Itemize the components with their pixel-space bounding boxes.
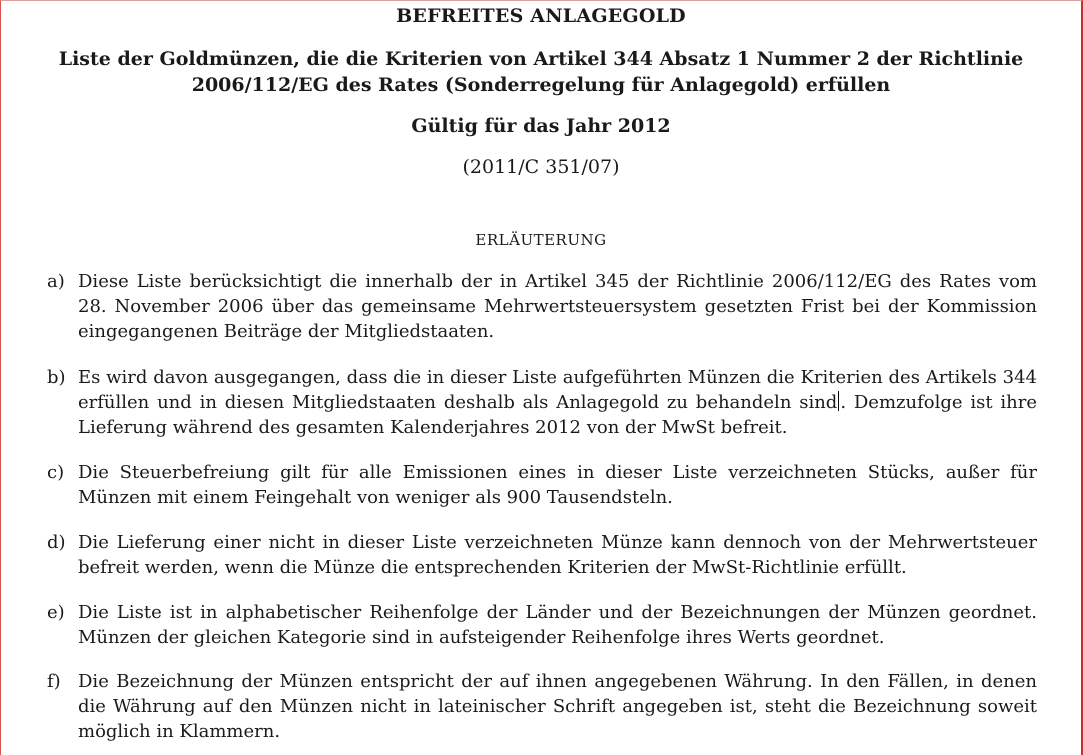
- list-item-letter: a): [47, 271, 65, 292]
- text-after-cursor: . Demzufolge ist ihre Lieferung während des gesamten Kalenderjahres 2012 von der MwSt befreit.: [78, 392, 1037, 438]
- list-item-text[interactable]: [78, 365, 1037, 440]
- list-item-f: [47, 669, 1037, 744]
- list-item-e: [47, 600, 1037, 650]
- document-title: BEFREITES ANLAGEGOLD: [396, 5, 686, 27]
- list-item-text: Die Steuerbefreiung gilt für alle Emissionen eines in dieser Liste verzeichneten Stücks, außer für Münzen mit einem Feingehalt von weniger als 900 Tausendsteln.: [78, 462, 1037, 508]
- document-subtitle: Liste der Goldmünzen, die die Kriterien von Artikel 344 Absatz 1 Nummer 2 der Richtlinie 2006/112/EG des Rates (Sonderregelung für Anlagegold) erfüllen: [58, 48, 1024, 96]
- list-item-text: Die Bezeichnung der Münzen entspricht der auf ihnen angegebenen Währung. In den Fällen, in denen die Währung auf den Münzen nicht in lateinischer Schrift angegeben ist, steht die Bezeichnung soweit möglich in Klammern.: [78, 671, 1037, 742]
- list-item-a: [47, 269, 1037, 344]
- list-item-c: [47, 460, 1037, 510]
- section-heading: ERLÄUTERUNG: [475, 231, 607, 249]
- list-item-letter: c): [47, 462, 65, 483]
- list-item-letter: b): [47, 367, 66, 388]
- list-item-letter: d): [47, 532, 66, 553]
- list-item-d: [47, 530, 1037, 580]
- list-item-text: Diese Liste berücksichtigt die innerhalb der in Artikel 345 der Richtlinie 2006/112/EG des Rates vom 28. November 2006 über das gemeinsame Mehrwertsteuersystem gesetzten Frist bei der Kommission eingegangenen Beiträge der Mitgliedstaaten.: [78, 271, 1037, 342]
- reference-number: (2011/C 351/07): [462, 156, 620, 178]
- list-item-text: Die Lieferung einer nicht in dieser Liste verzeichneten Münze kann dennoch von der Mehrwertsteuer befreit werden, wenn die Münze die entsprechenden Kriterien der MwSt-Richtlinie erfüllt.: [78, 532, 1037, 578]
- list-item-text: Die Liste ist in alphabetischer Reihenfolge der Länder und der Bezeichnungen der Münzen geordnet. Münzen der gleichen Kategorie sind in aufsteigender Reihenfolge ihres Werts geordnet.: [78, 602, 1037, 648]
- text-before-cursor: Es wird davon ausgegangen, dass die in dieser Liste aufgeführten Münzen die Kriterien des Artikels 344 erfüllen und in diesen Mitgliedstaaten deshalb als Anlagegold zu behandeln sind: [78, 367, 1037, 413]
- list-item-letter: f): [47, 671, 61, 692]
- list-item-letter: e): [47, 602, 65, 623]
- validity-line: Gültig für das Jahr 2012: [411, 115, 671, 137]
- list-item-b: [47, 365, 1037, 440]
